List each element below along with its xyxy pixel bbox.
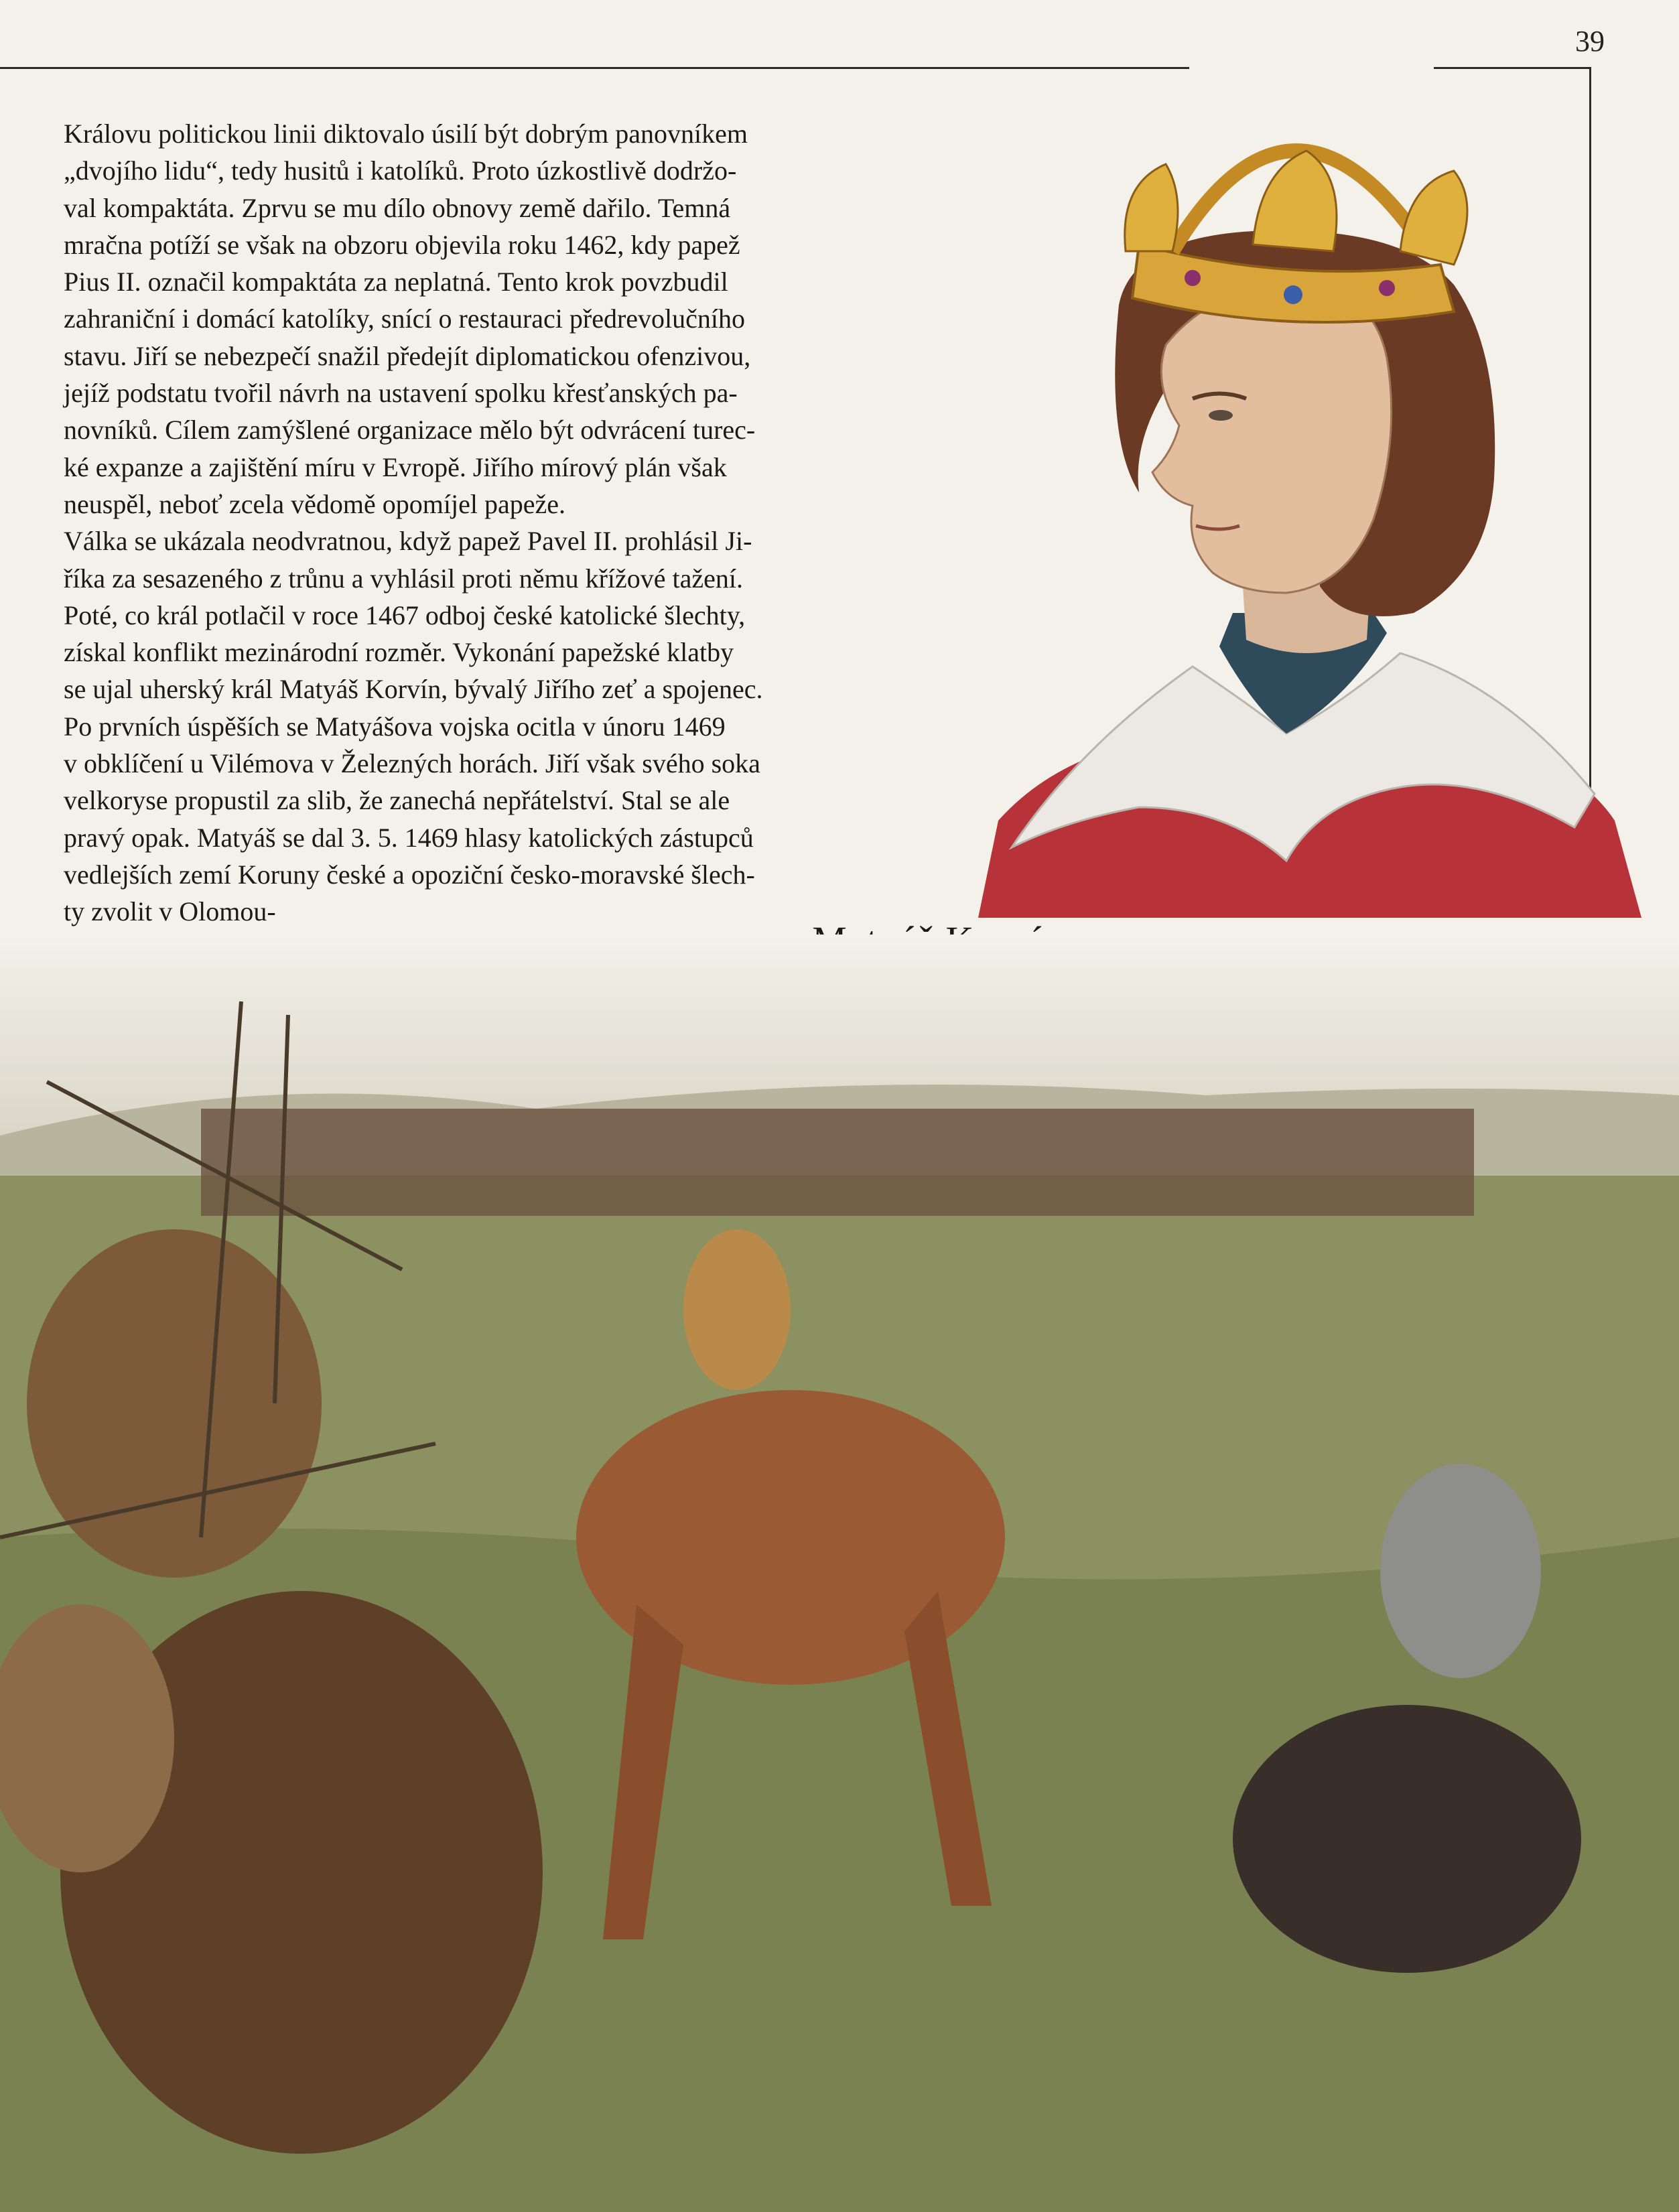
body-line: vedlejších zemí Koruny české a opoziční česko-moravské šlech- — [64, 859, 755, 890]
body-line: mračna potíží se však na obzoru objevila roku 1462, kdy papež — [64, 229, 740, 260]
body-line: Válka se ukázala neodvratnou, když papež Pavel II. prohlásil Ji- — [64, 526, 752, 557]
crown-jewel — [1379, 280, 1395, 296]
body-line: novníků. Cílem zamýšlené organizace mělo být odvrácení turec- — [64, 415, 756, 445]
body-line: získal konflikt mezinárodní rozměr. Vykonání papežské klatby — [64, 637, 734, 668]
body-line: Pius II. označil kompaktáta za neplatná. Tento krok povzbudil — [64, 267, 728, 297]
crown-jewel — [1185, 270, 1201, 286]
body-line: stavu. Jiří se nebezpečí snažil předejít diplomatickou ofenzivou, — [64, 340, 751, 371]
body-line: Poté, co král potlačil v roce 1467 odboj české katolické šlechty, — [64, 600, 746, 630]
body-line: v obklíčení u Vilémova v Železných horách. Jiří však svého soka — [64, 748, 760, 779]
body-line: jejíž podstatu tvořil návrh na ustavení spolku křesťanských pa- — [64, 378, 738, 409]
body-text — [64, 115, 878, 967]
body-line: Královu politickou linii diktovalo úsilí být dobrým panovníkem — [64, 119, 748, 149]
body-line: neuspěl, neboť zcela vědomě opomíjel papeže. — [64, 488, 566, 519]
body-line: ké expanze a zajištění míru v Evropě. Jiřího mírový plán však — [64, 452, 727, 482]
body-line: val kompaktáta. Zprvu se mu dílo obnovy země dařilo. Temná — [64, 192, 731, 223]
king-portrait-illustration — [971, 64, 1648, 918]
eye — [1209, 410, 1233, 421]
body-line: říka za sesazeného z trůnu a vyhlásil proti němu křížové tažení. — [64, 563, 744, 594]
body-line: Po prvních úspěších se Matyášova vojska ocitla v únoru 1469 — [64, 711, 726, 742]
body-line: zahraniční i domácí katolíky, snící o restauraci předrevolučního — [64, 303, 746, 334]
crown-jewel — [1284, 285, 1302, 304]
face — [1152, 285, 1392, 593]
body-line: velkoryse propustil za slib, že zanechá nepřátelství. Stal se ale — [64, 785, 730, 816]
crown-leaf-left — [1125, 164, 1178, 251]
body-line: se ujal uherský král Matyáš Korvín, bývalý Jiřího zeť a spojenec. — [64, 674, 763, 705]
page-number: 39 — [1575, 25, 1605, 58]
distant-army — [201, 1109, 1474, 1216]
body-line: ty zvolit v Olomou- — [64, 896, 276, 927]
body-line: pravý opak. Matyáš se dal 3. 5. 1469 hlasy katolických zástupců — [64, 822, 754, 853]
crown-leaf-right — [1400, 171, 1467, 265]
crown-leaf-center — [1253, 151, 1337, 251]
body-line: „dvojího lidu“, tedy husitů i katolíků. Proto úzkostlivě dodržo- — [64, 155, 737, 186]
battle-scene-illustration — [0, 935, 1679, 2212]
